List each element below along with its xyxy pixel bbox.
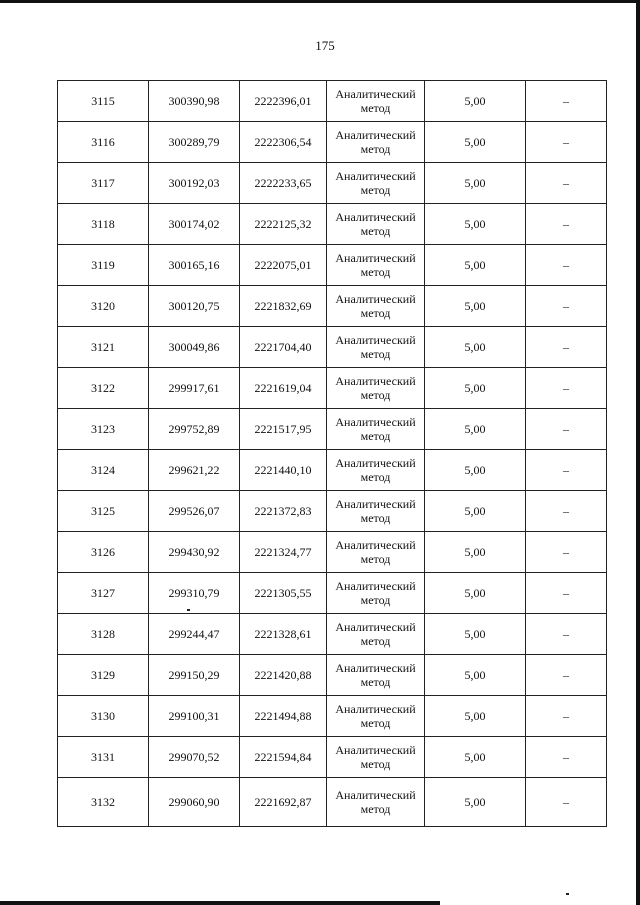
- error-cell: 5,00: [425, 573, 526, 614]
- y-coordinate-cell: 2221704,40: [240, 327, 327, 368]
- note-cell: –: [526, 327, 607, 368]
- y-coordinate-cell: 2221517,95: [240, 409, 327, 450]
- method-cell: [327, 491, 425, 532]
- x-coordinate-cell: 300120,75: [149, 286, 240, 327]
- method-line-1: Аналитический: [335, 743, 416, 757]
- method-cell: [327, 327, 425, 368]
- note-cell: –: [526, 655, 607, 696]
- method-cell: [327, 286, 425, 327]
- table-row: [58, 532, 607, 573]
- point-number-cell: 3126: [58, 532, 149, 573]
- method-cell: [327, 122, 425, 163]
- x-coordinate-cell: 299060,90: [149, 778, 240, 827]
- error-cell: 5,00: [425, 778, 526, 827]
- error-cell: 5,00: [425, 163, 526, 204]
- point-number-cell: 3120: [58, 286, 149, 327]
- y-coordinate-cell: 2221324,77: [240, 532, 327, 573]
- scan-edge-bottom: [0, 901, 440, 905]
- method-cell: [327, 655, 425, 696]
- x-coordinate-cell: 300192,03: [149, 163, 240, 204]
- scan-speck: [187, 609, 190, 611]
- method-cell: [327, 778, 425, 827]
- scan-edge-right: [636, 0, 640, 905]
- x-coordinate-cell: 300174,02: [149, 204, 240, 245]
- note-cell: –: [526, 81, 607, 122]
- table-row: [58, 409, 607, 450]
- method-line-2: метод: [360, 224, 391, 238]
- error-cell: 5,00: [425, 245, 526, 286]
- method-cell: [327, 163, 425, 204]
- table-row: [58, 491, 607, 532]
- x-coordinate-cell: 299917,61: [149, 368, 240, 409]
- method-line-2: метод: [360, 306, 391, 320]
- method-cell: [327, 573, 425, 614]
- error-cell: 5,00: [425, 286, 526, 327]
- method-cell: [327, 81, 425, 122]
- point-number-cell: 3123: [58, 409, 149, 450]
- x-coordinate-cell: 299100,31: [149, 696, 240, 737]
- method-line-2: метод: [360, 552, 391, 566]
- table-row: [58, 737, 607, 778]
- coordinates-table: [57, 80, 607, 827]
- table-row: [58, 81, 607, 122]
- point-number-cell: 3116: [58, 122, 149, 163]
- method-cell: [327, 450, 425, 491]
- note-cell: –: [526, 163, 607, 204]
- point-number-cell: 3122: [58, 368, 149, 409]
- method-cell: [327, 204, 425, 245]
- table-row: [58, 778, 607, 827]
- method-line-2: метод: [360, 101, 391, 115]
- note-cell: –: [526, 368, 607, 409]
- method-line-1: Аналитический: [335, 497, 416, 511]
- method-line-1: Аналитический: [335, 579, 416, 593]
- method-line-1: Аналитический: [335, 538, 416, 552]
- note-cell: –: [526, 286, 607, 327]
- error-cell: 5,00: [425, 81, 526, 122]
- note-cell: –: [526, 573, 607, 614]
- scan-speck: [566, 893, 569, 895]
- method-cell: [327, 696, 425, 737]
- note-cell: –: [526, 737, 607, 778]
- note-cell: –: [526, 409, 607, 450]
- method-line-2: метод: [360, 716, 391, 730]
- note-cell: –: [526, 696, 607, 737]
- method-cell: [327, 409, 425, 450]
- method-line-1: Аналитический: [335, 210, 416, 224]
- error-cell: 5,00: [425, 122, 526, 163]
- y-coordinate-cell: 2221594,84: [240, 737, 327, 778]
- y-coordinate-cell: 2221619,04: [240, 368, 327, 409]
- method-line-2: метод: [360, 183, 391, 197]
- table-row: [58, 122, 607, 163]
- method-line-1: Аналитический: [335, 702, 416, 716]
- method-line-2: метод: [360, 347, 391, 361]
- coordinates-table-body: [58, 81, 607, 827]
- point-number-cell: 3118: [58, 204, 149, 245]
- y-coordinate-cell: 2221328,61: [240, 614, 327, 655]
- error-cell: 5,00: [425, 696, 526, 737]
- method-line-2: метод: [360, 802, 391, 816]
- y-coordinate-cell: 2221692,87: [240, 778, 327, 827]
- note-cell: –: [526, 532, 607, 573]
- note-cell: –: [526, 204, 607, 245]
- error-cell: 5,00: [425, 327, 526, 368]
- method-line-2: метод: [360, 593, 391, 607]
- method-line-1: Аналитический: [335, 251, 416, 265]
- error-cell: 5,00: [425, 737, 526, 778]
- method-cell: [327, 737, 425, 778]
- y-coordinate-cell: 2221420,88: [240, 655, 327, 696]
- method-cell: [327, 614, 425, 655]
- method-line-2: метод: [360, 675, 391, 689]
- error-cell: 5,00: [425, 655, 526, 696]
- point-number-cell: 3128: [58, 614, 149, 655]
- page-number: 175: [315, 38, 335, 53]
- y-coordinate-cell: 2222396,01: [240, 81, 327, 122]
- x-coordinate-cell: 299310,79: [149, 573, 240, 614]
- y-coordinate-cell: 2221494,88: [240, 696, 327, 737]
- method-line-1: Аналитический: [335, 661, 416, 675]
- x-coordinate-cell: 299430,92: [149, 532, 240, 573]
- table-row: [58, 450, 607, 491]
- method-line-2: метод: [360, 429, 391, 443]
- method-line-2: метод: [360, 388, 391, 402]
- method-line-2: метод: [360, 757, 391, 771]
- point-number-cell: 3132: [58, 778, 149, 827]
- method-line-2: метод: [360, 470, 391, 484]
- error-cell: 5,00: [425, 409, 526, 450]
- method-line-1: Аналитический: [335, 292, 416, 306]
- method-line-2: метод: [360, 265, 391, 279]
- method-line-2: метод: [360, 634, 391, 648]
- table-row: [58, 573, 607, 614]
- point-number-cell: 3124: [58, 450, 149, 491]
- y-coordinate-cell: 2221832,69: [240, 286, 327, 327]
- table-row: [58, 696, 607, 737]
- x-coordinate-cell: 299621,22: [149, 450, 240, 491]
- method-line-1: Аналитический: [335, 169, 416, 183]
- y-coordinate-cell: 2221372,83: [240, 491, 327, 532]
- table-row: [58, 204, 607, 245]
- scan-edge-top: [0, 0, 640, 3]
- x-coordinate-cell: 299526,07: [149, 491, 240, 532]
- note-cell: –: [526, 245, 607, 286]
- error-cell: 5,00: [425, 491, 526, 532]
- point-number-cell: 3127: [58, 573, 149, 614]
- method-line-2: метод: [360, 142, 391, 156]
- x-coordinate-cell: 299752,89: [149, 409, 240, 450]
- point-number-cell: 3117: [58, 163, 149, 204]
- x-coordinate-cell: 300289,79: [149, 122, 240, 163]
- note-cell: –: [526, 450, 607, 491]
- note-cell: –: [526, 491, 607, 532]
- table-row: [58, 286, 607, 327]
- point-number-cell: 3130: [58, 696, 149, 737]
- table-row: [58, 327, 607, 368]
- note-cell: –: [526, 778, 607, 827]
- error-cell: 5,00: [425, 450, 526, 491]
- point-number-cell: 3129: [58, 655, 149, 696]
- point-number-cell: 3115: [58, 81, 149, 122]
- table-row: [58, 655, 607, 696]
- point-number-cell: 3121: [58, 327, 149, 368]
- y-coordinate-cell: 2221440,10: [240, 450, 327, 491]
- method-line-1: Аналитический: [335, 333, 416, 347]
- method-line-1: Аналитический: [335, 87, 416, 101]
- y-coordinate-cell: 2222233,65: [240, 163, 327, 204]
- method-line-1: Аналитический: [335, 620, 416, 634]
- x-coordinate-cell: 299150,29: [149, 655, 240, 696]
- table-row: [58, 368, 607, 409]
- y-coordinate-cell: 2222075,01: [240, 245, 327, 286]
- x-coordinate-cell: 300165,16: [149, 245, 240, 286]
- point-number-cell: 3119: [58, 245, 149, 286]
- point-number-cell: 3125: [58, 491, 149, 532]
- note-cell: –: [526, 122, 607, 163]
- method-line-1: Аналитический: [335, 415, 416, 429]
- x-coordinate-cell: 300049,86: [149, 327, 240, 368]
- method-cell: [327, 245, 425, 286]
- error-cell: 5,00: [425, 532, 526, 573]
- method-cell: [327, 368, 425, 409]
- table-row: [58, 163, 607, 204]
- method-line-1: Аналитический: [335, 374, 416, 388]
- method-line-1: Аналитический: [335, 456, 416, 470]
- table-row: [58, 614, 607, 655]
- method-line-1: Аналитический: [335, 128, 416, 142]
- error-cell: 5,00: [425, 368, 526, 409]
- error-cell: 5,00: [425, 614, 526, 655]
- y-coordinate-cell: 2222306,54: [240, 122, 327, 163]
- y-coordinate-cell: 2222125,32: [240, 204, 327, 245]
- x-coordinate-cell: 299070,52: [149, 737, 240, 778]
- table-row: [58, 245, 607, 286]
- method-cell: [327, 532, 425, 573]
- x-coordinate-cell: 299244,47: [149, 614, 240, 655]
- y-coordinate-cell: 2221305,55: [240, 573, 327, 614]
- method-line-1: Аналитический: [335, 788, 416, 802]
- x-coordinate-cell: 300390,98: [149, 81, 240, 122]
- error-cell: 5,00: [425, 204, 526, 245]
- point-number-cell: 3131: [58, 737, 149, 778]
- note-cell: –: [526, 614, 607, 655]
- method-line-2: метод: [360, 511, 391, 525]
